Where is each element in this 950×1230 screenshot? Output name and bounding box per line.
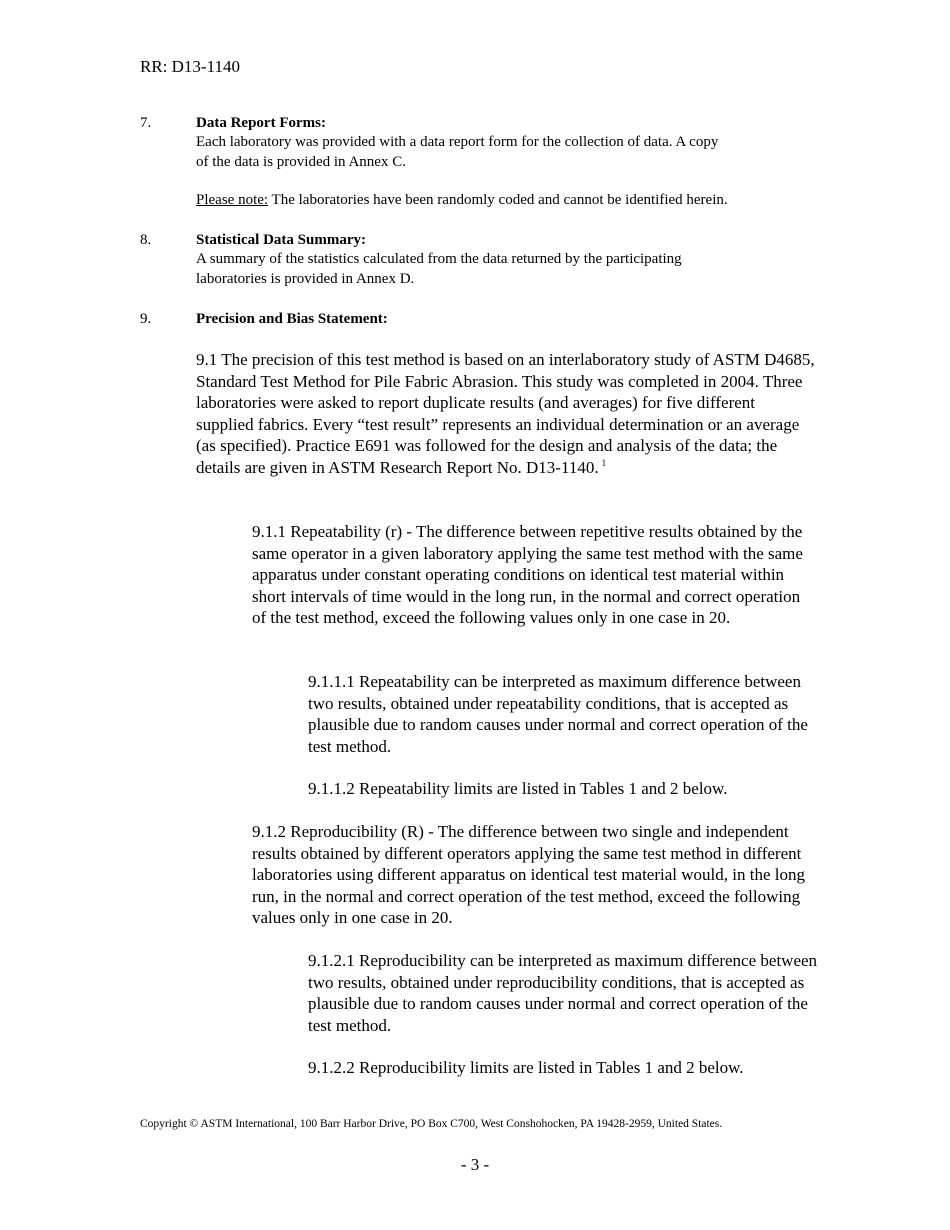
section-body — [196, 309, 816, 329]
footnote-marker[interactable]: 1 — [601, 457, 607, 468]
report-id-header: RR: D13-1140 — [140, 57, 240, 76]
section-title: Precision and Bias Statement: — [196, 311, 388, 327]
paragraph-9-1-1-2: 9.1.1.2 Repeatability limits are listed in Tables 1 and 2 below. — [308, 779, 728, 798]
section-text-line: A summary of the statistics calculated from the data returned by the participating — [196, 251, 682, 267]
paragraph-9-1-2: 9.1.2 Reproducibility (R) - The difference between two single and independent results obtained by different operators applying the same test method in different laboratories using different apparatus on identical test material would, in the long run, in the normal and correct operation of the test method, exceed the following values only in one case in 20. — [252, 822, 805, 928]
section-title: Statistical Data Summary: — [196, 232, 366, 248]
section-title: Data Report Forms: — [196, 115, 326, 131]
paragraph-9-1 — [196, 349, 816, 479]
copyright-notice: Copyright © ASTM International, 100 Barr Harbor Drive, PO Box C700, West Conshohocken, PA 19428-2959, United States. — [140, 1118, 723, 1130]
please-note-text: The laboratories have been randomly coded and cannot be identified herein. — [268, 192, 728, 208]
section-text-line: of the data is provided in Annex C. — [196, 153, 406, 170]
section-text-line: laboratories is provided in Annex D. — [196, 270, 415, 287]
page-number: - 3 - — [460, 1155, 490, 1174]
please-note — [196, 191, 816, 211]
section-body — [196, 230, 816, 289]
paragraph-9-1-2-2: 9.1.2.2 Reproducibility limits are listed in Tables 1 and 2 below. — [308, 1058, 744, 1077]
paragraph-9-1-2-1: 9.1.2.1 Reproducibility can be interpreted as maximum difference between two results, obtained under reproducibility conditions, that is accepted as plausible due to random causes under normal and correct operation of the test method. — [308, 951, 818, 1035]
section-number: 7. — [140, 115, 152, 131]
section-number: 8. — [140, 232, 152, 248]
section-text-line: Each laboratory was provided with a data report form for the collection of data. A copy — [196, 134, 719, 150]
paragraph-9-1-1-1: 9.1.1.1 Repeatability can be interpreted as maximum difference between two results, obtained under repeatability conditions, that is accepted as plausible due to random causes under normal and correct operation of the test method. — [308, 672, 808, 756]
paragraph-9-1-1: 9.1.1 Repeatability (r) - The difference between repetitive results obtained by the same operator in a given laboratory applying the same test method with the same apparatus under constant operating conditions on identical test material within short intervals of time would in the long run, in the normal and correct operation of the test method, exceed the following values only in one case in 20. — [252, 522, 803, 628]
please-note-label: Please note: — [196, 192, 269, 208]
section-number: 9. — [140, 311, 152, 327]
section-body — [196, 113, 816, 211]
paragraph-text: 9.1 The precision of this test method is based on an interlaboratory study of ASTM D4685, Standard Test Method for Pile Fabric Abrasion. This study was completed in 2004. Three laboratories were asked to report duplicate results (and averages) for five different supplied fabrics. Every “test result” represents an individual determination or an average (as specified). Practice E691 was followed for the design and analysis of the data; the details are given in ASTM Research Report No. D13-1140. — [196, 350, 815, 477]
